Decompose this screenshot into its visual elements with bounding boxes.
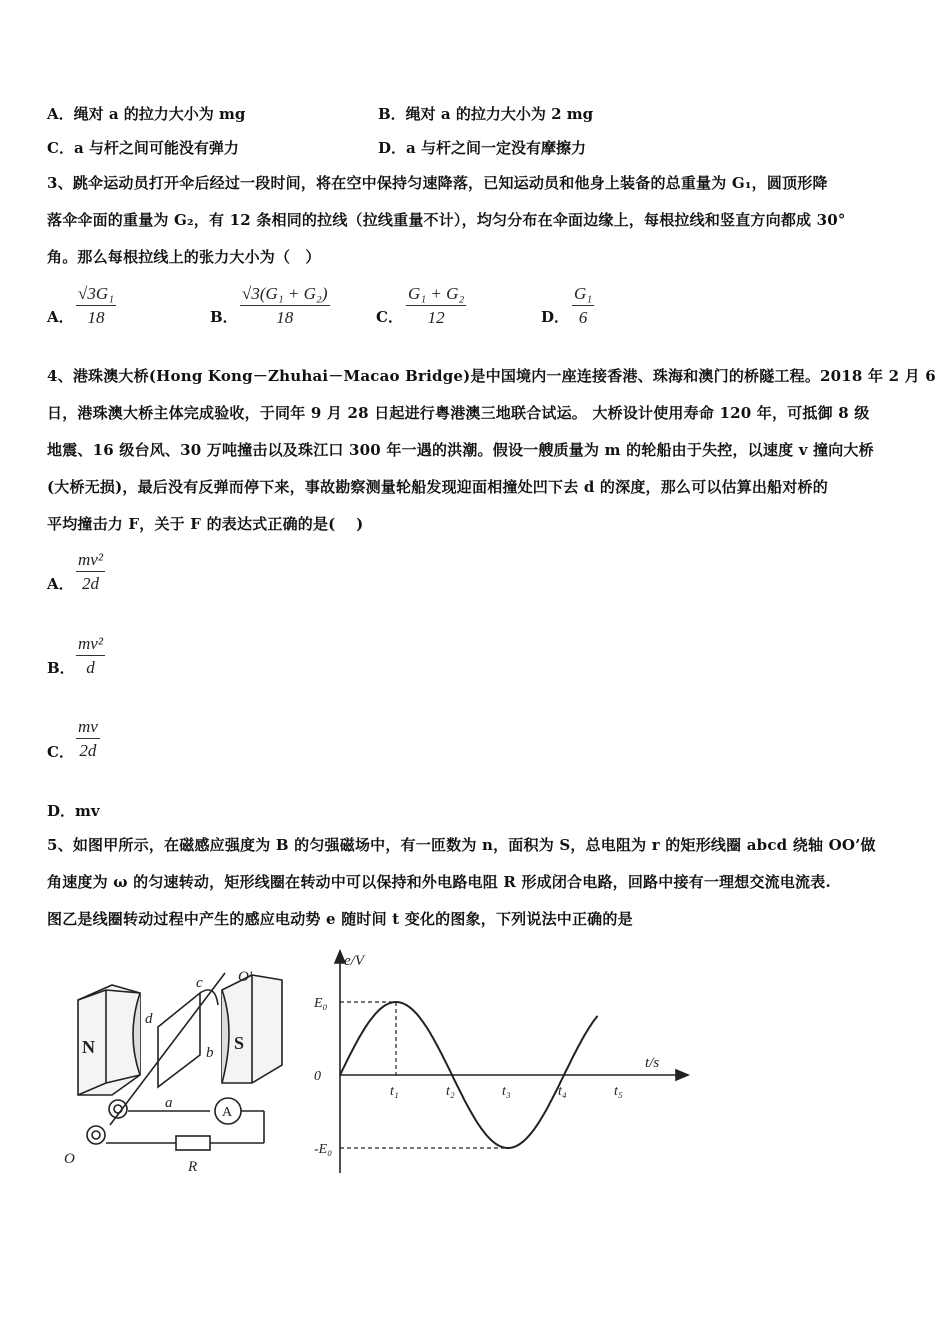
y-tick-label-1: E₀ bbox=[314, 996, 328, 1011]
q4-option-a-fraction bbox=[76, 550, 105, 594]
q4-b-numerator: mv² bbox=[78, 634, 103, 653]
q5-text-line2: 角速度为 ω 的匀速转动，矩形线圈在转动中可以保持和外电路电阻 R 形成闭合电路，回路中接有一理想交流电流表. bbox=[47, 873, 831, 891]
q3-option-c-label: C． bbox=[376, 308, 403, 326]
q4-option-d: D．mv bbox=[47, 802, 100, 820]
q3-option-a-fraction bbox=[76, 284, 116, 328]
q5-text-line1: 5、如图甲所示，在磁感应强度为 B 的匀强磁场中，有一匝数为 n，面积为 S，总电阻为 r 的矩形线圈 abcd 绕轴 OO’做 bbox=[47, 836, 876, 854]
q4-option-b-fraction bbox=[76, 634, 105, 678]
q3-text-line3: 角。那么每根拉线上的张力大小为（ ） bbox=[47, 248, 321, 266]
q3-d-numerator: G₁ bbox=[574, 284, 593, 303]
q5-text-line3: 图乙是线圈转动过程中产生的感应电动势 e 随时间 t 变化的图象，下列说法中正确的是 bbox=[47, 910, 633, 928]
label-c: c bbox=[196, 975, 203, 991]
q4-text-line4: (大桥无损)，最后没有反弹而停下来，事故勘察测量轮船发现迎面相撞处凹下去 d 的深度，那么可以估算出船对桥的 bbox=[47, 478, 828, 496]
q3-a-numerator: √3G₁ bbox=[78, 284, 115, 303]
y-tick-label-2: 0 bbox=[314, 1069, 321, 1084]
q3-b-denominator: 18 bbox=[240, 305, 330, 328]
q4-c-numerator: mv bbox=[78, 717, 98, 736]
resistor bbox=[176, 1136, 210, 1150]
q3-option-b-label: B． bbox=[210, 308, 238, 326]
label-d: d bbox=[145, 1011, 153, 1027]
x-tick-label-4: t₄ bbox=[558, 1084, 567, 1099]
x-axis-arrow bbox=[676, 1070, 688, 1080]
q4-option-c-fraction bbox=[76, 717, 100, 761]
label-r: R bbox=[188, 1159, 198, 1175]
q3-text-line2: 落伞伞面的重量为 G₂，有 12 条相同的拉线（拉线重量不计），均匀分布在伞面边缘上，每根拉线和竖直方向都成 30° bbox=[47, 211, 846, 229]
q4-text-line3: 地震、16 级台风、30 万吨撞击以及珠江口 300 年一遇的洪潮。假设一艘质量为 m 的轮船由于失控，以速度 v 撞向大桥 bbox=[47, 441, 874, 459]
q3-option-a-label: A． bbox=[47, 308, 74, 326]
q2-option-a: A．绳对 a 的拉力大小为 mg bbox=[47, 105, 246, 123]
q2-option-d: D．a 与杆之间一定没有摩擦力 bbox=[378, 139, 586, 157]
label-s: S bbox=[234, 1033, 245, 1053]
q3-c-denominator: 12 bbox=[406, 305, 466, 328]
q4-text-line2: 日，港珠澳大桥主体完成验收，于同年 9 月 28 日起进行粤港澳三地联合试运。 大桥设计使用寿命 120 年，可抵御 8 级 bbox=[47, 404, 870, 422]
q4-c-denominator: 2d bbox=[76, 738, 100, 761]
q3-option-d-fraction bbox=[572, 284, 594, 328]
y-tick-label-3: -E₀ bbox=[314, 1142, 333, 1157]
q4-b-denominator: d bbox=[76, 655, 105, 678]
label-n: N bbox=[82, 1037, 95, 1057]
emf-time-chart bbox=[300, 945, 700, 1180]
x-tick-label-3: t₃ bbox=[502, 1084, 511, 1099]
magnet-s bbox=[222, 975, 282, 1083]
label-o-prime: O′ bbox=[238, 969, 253, 985]
q3-option-d-label: D． bbox=[541, 308, 570, 326]
q4-option-c-label: C． bbox=[47, 743, 74, 761]
q3-b-numerator: √3(G₁ + G₂) bbox=[242, 284, 328, 303]
label-ammeter: A bbox=[222, 1105, 233, 1120]
q4-a-denominator: 2d bbox=[76, 571, 105, 594]
x-tick-label-5: t₅ bbox=[614, 1084, 623, 1099]
y-axis-label: e/V bbox=[344, 953, 364, 969]
q4-text-line1: 4、港珠澳大桥(Hong Kong－Zhuhai－Macao Bridge)是中国境内一座连接香港、珠海和澳门的桥隧工程。2018 年 2 月 6 bbox=[47, 367, 936, 385]
generator-diagram bbox=[50, 965, 285, 1180]
q2-option-b: B．绳对 a 的拉力大小为 2 mg bbox=[378, 105, 594, 123]
label-o: O bbox=[64, 1151, 75, 1167]
q4-option-b-label: B． bbox=[47, 659, 75, 677]
x-axis-label: t/s bbox=[645, 1055, 660, 1071]
q3-d-denominator: 6 bbox=[572, 305, 594, 328]
q2-option-c: C．a 与杆之间可能没有弹力 bbox=[47, 139, 239, 157]
q3-a-denominator: 18 bbox=[76, 305, 116, 328]
x-tick-label-2: t₂ bbox=[446, 1084, 455, 1099]
label-a: a bbox=[165, 1095, 173, 1111]
q4-option-a-label: A． bbox=[47, 575, 74, 593]
q3-option-c-fraction bbox=[406, 284, 466, 328]
q3-text-line1: 3、跳伞运动员打开伞后经过一段时间，将在空中保持匀速降落，已知运动员和他身上装备的总重量为 G₁，圆顶形降 bbox=[47, 174, 828, 192]
label-b: b bbox=[206, 1045, 214, 1061]
q3-option-b-fraction bbox=[240, 284, 330, 328]
circuit bbox=[87, 1098, 264, 1150]
q3-c-numerator: G₁ + G₂ bbox=[408, 284, 465, 303]
q4-text-line5: 平均撞击力 F，关于 F 的表达式正确的是( ) bbox=[47, 515, 364, 533]
q4-a-numerator: mv² bbox=[78, 550, 103, 569]
x-tick-label-1: t₁ bbox=[390, 1084, 399, 1099]
